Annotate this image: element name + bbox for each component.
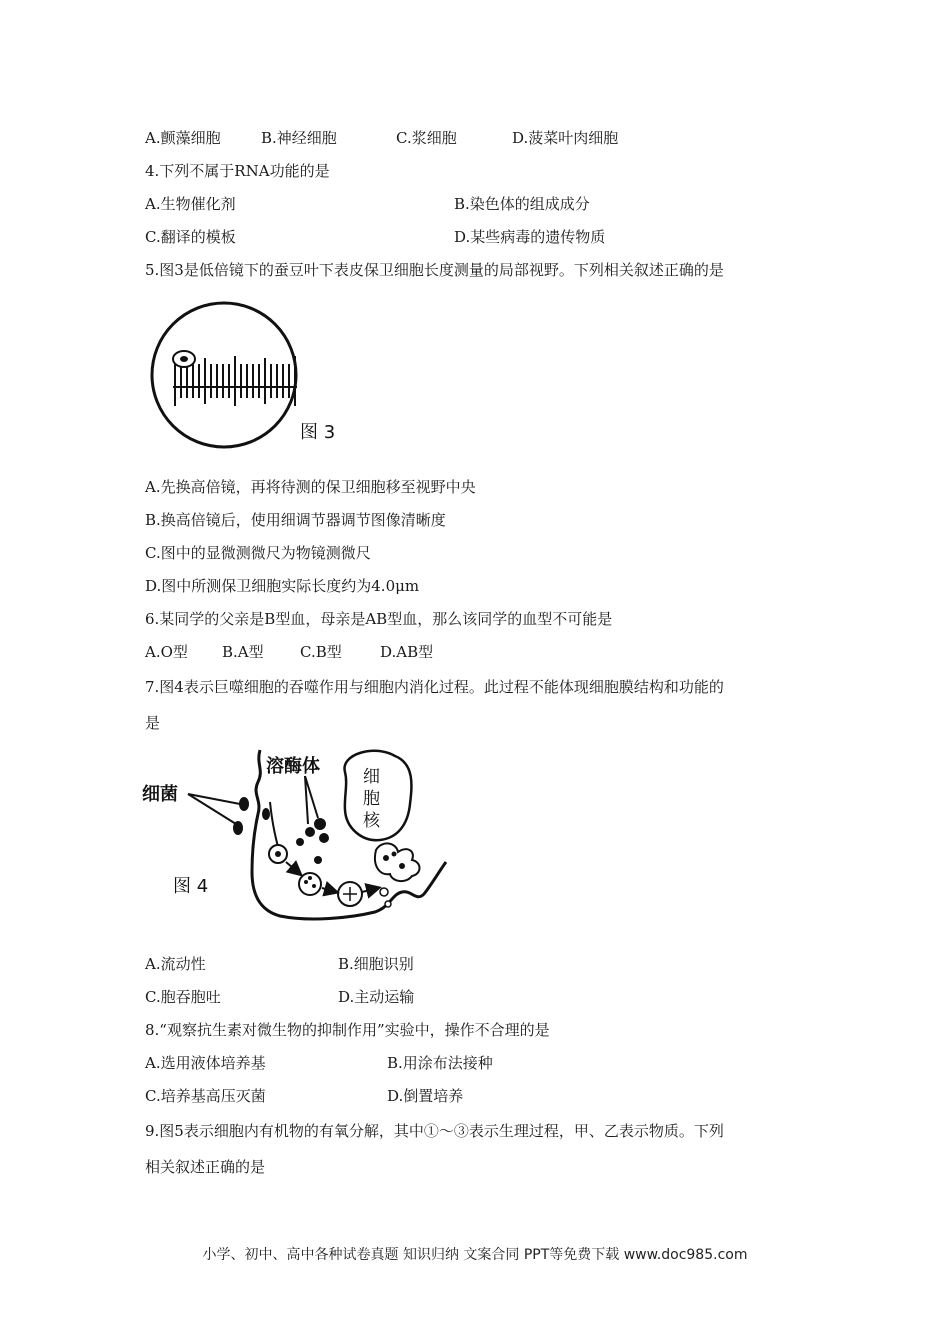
lysosome-icon	[305, 827, 315, 837]
q9-stem-line2: 相关叙述正确的是	[145, 1158, 266, 1176]
phagocytosis-diagram	[140, 742, 450, 932]
micrometer-field-of-view	[145, 292, 360, 462]
q5-option-c: C.图中的显微测微尺为物镜测微尺	[145, 544, 371, 562]
lysosome-icon	[314, 818, 326, 830]
bacterium-icon	[233, 821, 243, 835]
q4-option-a: A.生物催化剂	[145, 195, 236, 213]
figure-4-phagocytosis	[140, 742, 450, 932]
bacteria-label: 细菌	[142, 784, 178, 805]
nucleus-label-1: 细	[363, 767, 380, 787]
q9-stem-line1: 9.图5表示细胞内有机物的有氧分解，其中①～③表示生理过程，甲、乙表示物质。下列	[145, 1122, 724, 1140]
q7-option-b: B.细胞识别	[338, 955, 414, 973]
bacterium-icon	[262, 808, 270, 820]
figure-4-label: 图 4	[173, 876, 209, 897]
nucleus-label-3: 核	[363, 811, 380, 831]
q3-option-c: C.浆细胞	[396, 129, 457, 147]
q3-option-d: D.菠菜叶肉细胞	[512, 129, 619, 147]
lysosome-label: 溶酶体	[266, 756, 320, 777]
q7-option-d: D.主动运输	[338, 988, 415, 1006]
q7-option-a: A.流动性	[145, 955, 206, 973]
q6-option-c: C.B型	[300, 643, 342, 661]
q8-option-d: D.倒置培养	[387, 1087, 464, 1105]
q7-option-c: C.胞吞胞吐	[145, 988, 221, 1006]
nucleus-label-2: 胞	[363, 789, 380, 809]
lysosome-icon	[296, 838, 304, 846]
q6-option-b: B.A型	[222, 643, 264, 661]
q7-stem-line1: 7.图4表示巨噬细胞的吞噬作用与细胞内消化过程。此过程不能体现细胞膜结构和功能的	[145, 678, 724, 696]
q8-option-a: A.选用液体培养基	[145, 1054, 266, 1072]
q4-stem: 4.下列不属于RNA功能的是	[145, 162, 330, 180]
q5-stem: 5.图3是低倍镜下的蚕豆叶下表皮保卫细胞长度测量的局部视野。下列相关叙述正确的是	[145, 261, 724, 279]
q5-option-a: A.先换高倍镜，再将待测的保卫细胞移至视野中央	[145, 478, 476, 496]
q6-option-d: D.AB型	[380, 643, 434, 661]
q6-stem: 6.某同学的父亲是B型血，母亲是AB型血，那么该同学的血型不可能是	[145, 610, 613, 628]
q8-option-c: C.培养基高压灭菌	[145, 1087, 266, 1105]
q7-stem-line2: 是	[145, 714, 161, 732]
q8-stem: 8.“观察抗生素对微生物的抑制作用”实验中，操作不合理的是	[145, 1021, 550, 1039]
q3-option-a: A.颤藻细胞	[145, 129, 221, 147]
q4-option-d: D.某些病毒的遗传物质	[454, 228, 606, 246]
q8-option-b: B.用涂布法接种	[387, 1054, 493, 1072]
q5-option-b: B.换高倍镜后，使用细调节器调节图像清晰度	[145, 511, 446, 529]
q3-option-b: B.神经细胞	[261, 129, 337, 147]
q5-option-d: D.图中所测保卫细胞实际长度约为4.0μm	[145, 577, 420, 595]
figure-3-micrometer-view	[145, 292, 360, 462]
lysosome-icon	[319, 833, 329, 843]
bacterium-icon	[239, 797, 249, 811]
q4-option-c: C.翻译的模板	[145, 228, 236, 246]
lysosome-icon	[314, 856, 322, 864]
page-footer: 小学、初中、高中各种试卷真题 知识归纳 文案合同 PPT等免费下载 www.doc985.com	[202, 1247, 748, 1263]
q6-option-a: A.O型	[145, 643, 188, 661]
q4-option-b: B.染色体的组成成分	[454, 195, 590, 213]
figure-3-label: 图 3	[300, 422, 336, 443]
